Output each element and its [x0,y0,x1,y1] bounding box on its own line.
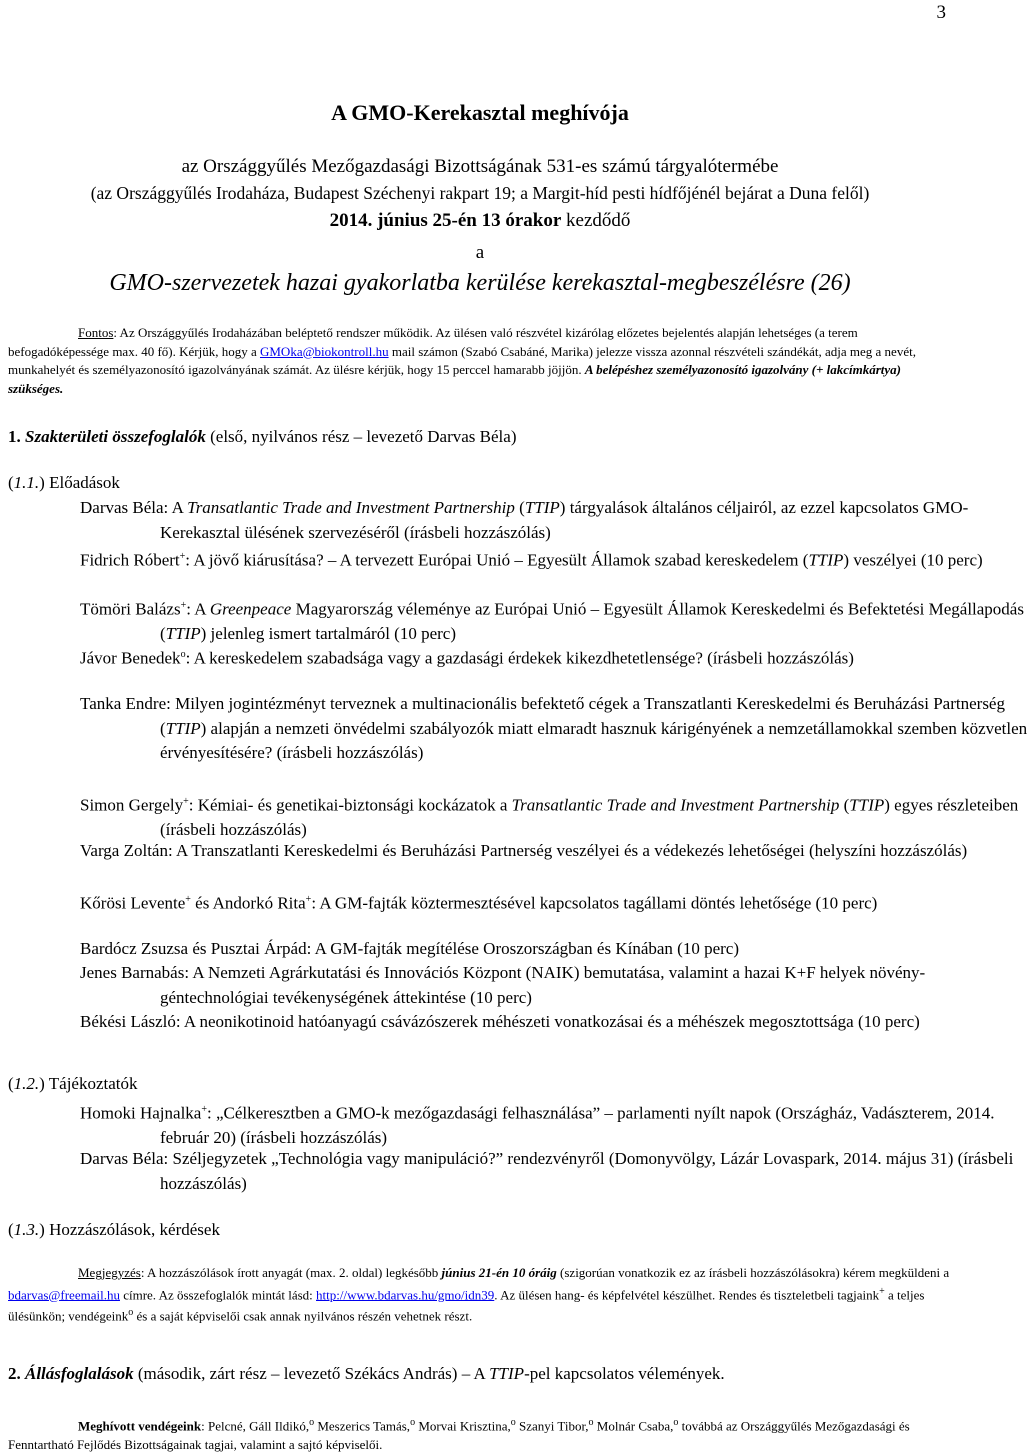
bdarvas-email-link[interactable]: bdarvas@freemail.hu [8,1286,120,1302]
article-a: a [475,242,485,263]
subsection-1-3-number: 1.3. [13,1220,40,1239]
date-bold: 2014. június 25-én 13 órakor [329,210,562,231]
talk-varga: Varga Zoltán: A Transzatlanti Kereskedelmi és Beruházási Partnerség veszélyei és a védekezés lehetőségei (helyszíni hozzászólás) [80,841,968,860]
fontos-text-1: : Az Országgyűlés Irodaházában beléptető rendszer működik. Az ülésen való részvétel kizárólag előzetes bejelentés alapján lehetséges (a terem befogadóképessége max. 40 fő). Kérjük, hogy a [8,325,858,359]
invitation-title: A GMO-Kerekasztal meghívója [331,100,629,125]
section-2-number: 2. [8,1364,25,1383]
remark-label: Megjegyzés [78,1265,141,1280]
section-1-title: Szakterületi összefoglalók [25,427,206,446]
subsection-1-2-label: ) Tájékoztatók [39,1074,138,1093]
idn39-link[interactable]: http://www.bdarvas.hu/gmo/idn39 [316,1286,495,1302]
talk-jenes: Jenes Barnabás: A Nemzeti Agrárkutatási és Innovációs Központ (NAIK) bemutatása, valamint a hazai K+F helyek növény-géntechnológiai tevékenységének áttekintése (10 perc) [80,963,926,1007]
section-1-heading [8,427,516,447]
info-homoki: Homoki Hajnalka+: „Célkeresztben a GMO-k mezőgazdasági felhasználása” – parlamenti nyílt napok (Országház, Vadászterem, 2014. február 20) (írásbeli hozzászólás) [80,1103,995,1148]
talk-tanka: Tanka Endre: Milyen jogintézményt terveznek a multinacionális befektető cégek a Transzatlanti Kereskedelmi és Beruházási Partnerség (TTIP) alapján a nemzeti önvédelmi szabályozók miatt elmaradt hasznuk kárigényének a nemzetállamokkal szemben közvetlen érvényesítésére? (írásbeli hozzászólás) [80,694,1028,762]
subsection-1-1-number: 1.1. [13,473,40,492]
subsection-1-3: (1.3.) Hozzászólások, kérdések [8,1220,220,1239]
remark-paragraph: Megjegyzés: A hozzászólások írott anyagát (max. 2. oldal) legkésőbb június 21-én 10 óráig (szigorúan vonatkozik ez az írásbeli hozzászólásokra) kérem megküldeni a bdarvas@freemail.hu címre. Az összefoglalók mintát lásd: http://www.bdarvas.hu/gmo/idn39. Az ülésen hang- és képfelvétel készülhet. Rendes és tiszteletbeli tagjaink+ a teljes ülésünkön; vendégeink$^o$ és a saját képviselői csak annak nyilvános részén vehetnek részt. [8,1265,950,1324]
section-2-heading: 2. Állásfoglalások (második, zárt rész – levezető Székács András) – A TTIP-pel kapcsolatos vélemények. [8,1364,725,1383]
fontos-id-required: A belépéshez személyazonosító igazolvány (+ lakcímkártya) szükséges. [8,362,901,396]
fontos-label: Fontos [78,325,114,340]
event-title: GMO-szervezetek hazai gyakorlatba kerülése kerekasztal-megbeszélésre (26) [109,270,851,296]
talk-javor: Jávor Benedek$^o$: A kereskedelem szabadsága vagy a gazdasági érdekek kikezdhetetlensége? (írásbeli hozzászólás) [80,648,854,668]
important-notice [8,324,954,398]
invited-guests: Meghívott vendégeink: Pelcné, Gáll Ildikó,$^o$ Meszerics Tamás,$^o$ Morvai Krisztina,$^o$ Szanyi Tibor,$^o$ Molnár Csaba,$^o$ továbbá az Országgyűlés Mezőgazdasági és Fenntartható Fejlődés Bizottságainak tagjai, valamint a sajtó képviselői. [8,1417,910,1452]
talk-korosi-andorko: Kőrösi Levente+ és Andorkó Rita+: A GM-fajták köztermesztésével kapcsolatos tagállami döntés lehetősége (10 perc) [80,893,878,913]
date-line [0,210,960,232]
section-1-rest: (első, nyilvános rész – levezető Darvas Béla) [205,427,517,446]
page-number: 3 [936,2,946,23]
subsection-1-3-label: ) Hozzászólások, kérdések [39,1220,220,1239]
deadline: június 21-én 10 óráig [441,1265,557,1280]
date-rest: kezdődő [561,210,631,231]
address-line: (az Országgyűlés Irodaháza, Budapest Széchenyi rakpart 19; a Margit-híd pesti hídfőjénél bejárat a Duna felől) [90,183,870,203]
talk-simon: Simon Gergely+: Kémiai- és genetikai-biztonsági kockázatok a Transatlantic Trade and Investment Partnership (TTIP) egyes részleteiben (írásbeli hozzászólás) [80,795,1019,840]
section-1-number: 1. [8,427,25,446]
talk-bardocz-pusztai: Bardócz Zsuzsa és Pusztai Árpád: A GM-fajták megítélése Oroszországban és Kínában (10 perc) [80,939,739,958]
subsection-1-1-label: ) Előadások [39,473,120,492]
subsection-1-2-number: 1.2. [13,1074,40,1093]
venue-line: az Országgyűlés Mezőgazdasági Bizottságának 531-es számú tárgyalótermébe [181,156,779,177]
talk-fidrich: Fidrich Róbert+: A jövő kiárusítása? – A tervezett Európai Unió – Egyesült Államok szabad kereskedelem (TTIP) veszélyei (10 perc) [80,550,983,570]
subsection-1-2: (1.2.) Tájékoztatók [8,1074,138,1093]
gmoka-email-link[interactable]: GMOka@biokontroll.hu [259,343,389,359]
section-2-title: Állásfoglalások [25,1364,134,1383]
guests-label: Meghívott vendégeink [78,1418,202,1434]
fontos-text-2: mail számon (Szabó Csabáné, Marika) jelezze vissza azonnal részvételi szándékát, adja meg a nevét, munkahelyét és személyazonosító igazolványának számát. Az ülésre kérjük, hogy 15 perccel hamarabb jöjjön. [8,343,916,377]
talk-darvas: Darvas Béla: A Transatlantic Trade and Investment Partnership (TTIP) tárgyalások általános céljairól, az ezzel kapcsolatos GMO-Kerekasztal ülésének szervezéséről (írásbeli hozzászólás) [80,498,969,542]
talk-bekesi: Békési László: A neonikotinoid hatóanyagú csávázószerek méhészeti vonatkozásai és a méhészek megosztottsága (10 perc) [80,1012,920,1031]
subsection-1-1: (1.1.) Előadások [8,473,120,492]
info-darvas: Darvas Béla: Széljegyzetek „Technológia vagy manipuláció?” rendezvényről (Domonyvölgy, Lázár Lovaspark, 2014. május 31) (írásbeli hozzászólás) [80,1149,1014,1193]
talk-tomori: Tömöri Balázs+: A Greenpeace Magyarország véleménye az Európai Unió – Egyesült Államok Kereskedelmi és Befektetési Megállapodás (TTIP) jelenleg ismert tartalmáról (10 perc) [80,599,1024,644]
